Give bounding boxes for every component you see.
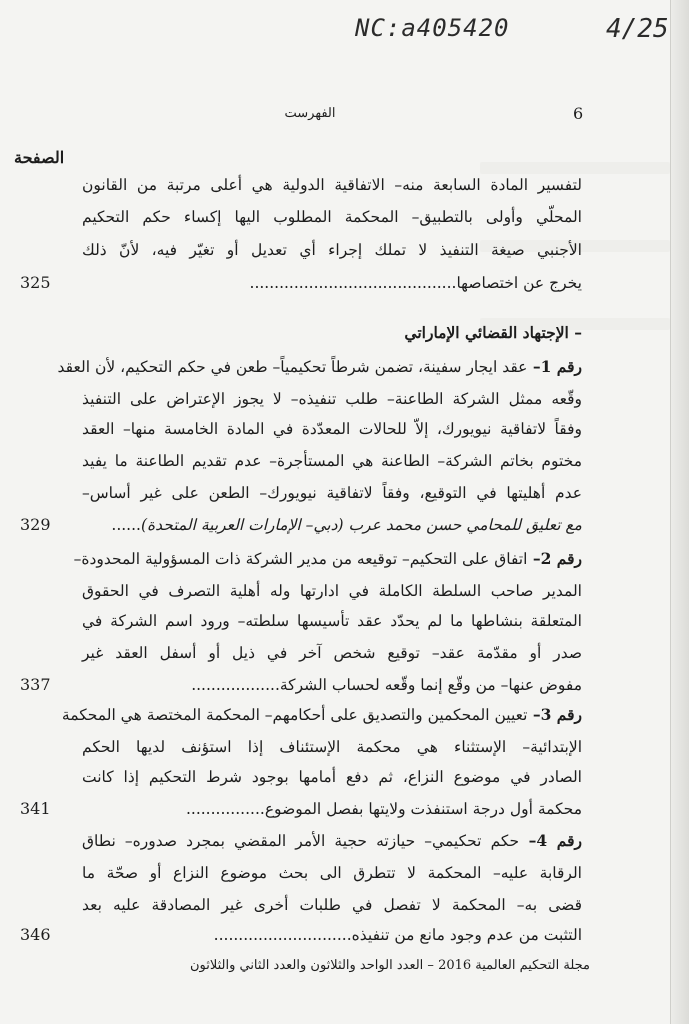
entry-text: مختوم بخاتم الشركة– الطاعنة هي المستأجرة– عدم تقديم الطاعنة ما يفيد [82, 452, 582, 470]
toc-line [82, 202, 582, 232]
entry-page-number: 325 [20, 273, 51, 292]
toc-line [82, 670, 582, 700]
entry-number: رقم 1– [527, 357, 582, 376]
entry-number: رقم 2– [527, 549, 582, 568]
entry-text: مع تعليق للمحامي حسن محمد عرب (دبي– الإمارات العربية المتحدة) [140, 516, 582, 534]
page-column-heading: الصفحة [14, 148, 65, 167]
entry-text: وقّعه ممثل الشركة الطاعنة– طلب تنفيذه– لا يجوز الإعتراض على التنفيذ [82, 390, 582, 408]
leader-dots: ...... [111, 516, 141, 534]
toc-line [82, 318, 582, 348]
folio-number: 4/25 [606, 14, 669, 44]
entry-text: اتفاق على التحكيم– توقيعه من مدير الشركة ذات المسؤولية المحدودة– [73, 550, 528, 568]
entry-page-number: 329 [20, 515, 51, 534]
page-edge [670, 0, 689, 1024]
leader-dots: ................ [185, 800, 265, 818]
entry-text: وفقاً لاتفاقية نيويورك، إلاّ للحالات المعدّدة في المادة الخامسة منها– العقد [82, 420, 582, 438]
entry-page-number: 346 [20, 925, 51, 944]
toc-entry-start [82, 826, 582, 856]
entry-text: المحلّي وأولى بالتطبيق– المحكمة المطلوب اليها إكساء حكم التحكيم [82, 208, 582, 226]
entry-text: عقد ايجار سفينة، تضمن شرطاً تحكيمياً– طعن في حكم التحكيم، لأن العقد [57, 358, 528, 376]
entry-text: المتعلقة بنشاطها ما لم يحدّد عقد تأسيسها سلطته– ورود اسم الشركة في [82, 612, 582, 630]
entry-page-number: 337 [20, 675, 51, 694]
toc-line [82, 606, 582, 636]
toc-line [82, 446, 582, 476]
toc-entry-start [57, 352, 582, 382]
toc-line [82, 268, 582, 298]
entry-text: قضى به– المحكمة لا تفصل في طلبات أخرى غير المصادقة عليه بعد [82, 896, 582, 914]
entry-text: التثبت من عدم وجود مانع من تنفيذه [351, 926, 582, 944]
entry-text: الأجنبي صيغة التنفيذ لا تملك إجراء أي تعديل أو تغيّر فيه، لأنّ ذلك [82, 241, 582, 259]
toc-line [82, 170, 582, 200]
toc-entry-start [73, 544, 582, 574]
toc-line [82, 890, 582, 920]
entry-text: المدير صاحب السلطة الكاملة في ادارتها وله أهلية التصرف في الحقوق [82, 582, 582, 600]
toc-line [82, 732, 582, 762]
running-title: الفهرست [284, 106, 336, 121]
toc-line [82, 762, 582, 792]
toc-line [82, 384, 582, 414]
entry-number: رقم 3– [527, 705, 582, 724]
entry-text: صدر أو مقدّمة عقد– توقيع شخص آخر في ذيل أو أسفل العقد غير [82, 644, 582, 662]
entry-text: الرقابة عليه– المحكمة لا تتطرق الى بحث موضوع النزاع أو صحّة ما [82, 864, 582, 882]
entry-text: الإبتدائية– الإستثناء هي محكمة الإستئناف إذا استؤنف لديها الحكم [82, 738, 582, 756]
entry-text: عدم أهليتها في التوقيع، وفقاً لاتفاقية نيويورك– الطعن على غير أساس– [82, 484, 582, 502]
entry-text: محكمة أول درجة استنفذت ولايتها بفصل الموضوع [264, 800, 582, 818]
leader-dots: ............................ [213, 926, 352, 944]
entry-text: لتفسير المادة السابعة منه– الاتفاقية الدولية هي أعلى مرتبة من القانون [82, 176, 582, 194]
toc-line [82, 858, 582, 888]
toc-line [82, 478, 582, 508]
entry-number: رقم 4– [519, 831, 582, 850]
toc-line [82, 235, 582, 265]
toc-line [82, 576, 582, 606]
toc-line [82, 510, 582, 540]
leader-dots: .......................................... [249, 274, 457, 292]
journal-footer: مجلة التحكيم العالمية 2016 – العدد الواحد والثلاثون والعدد الثاني والثلاثون [189, 958, 590, 973]
toc-line [82, 638, 582, 668]
entry-text: حكم تحكيمي– حيازته حجية الأمر المقضي بمجرد صدوره– نطاق [82, 832, 520, 850]
toc-line [82, 794, 582, 824]
toc-entry-start [61, 700, 582, 730]
leader-dots: .................. [191, 676, 280, 694]
entry-text: تعيين المحكمين والتصديق على أحكامهم– المحكمة المختصة هي المحكمة [61, 706, 528, 724]
entry-text: يخرج عن اختصاصها [456, 274, 582, 292]
entry-text: الصادر في موضوع النزاع، ثم دفع أمامها بوجود شرط التحكيم إذا كانت [82, 768, 582, 786]
entry-text: – الإجتهاد القضائي الإماراتي [404, 323, 582, 342]
entry-page-number: 341 [20, 799, 51, 818]
reference-stamp: NC:a405420 [355, 14, 510, 42]
page-number: 6 [573, 104, 584, 123]
entry-text: مفوض عنها– من وقّع إنما وقّعه لحساب الشركة [279, 676, 582, 694]
toc-line [82, 920, 582, 950]
toc-line [82, 414, 582, 444]
